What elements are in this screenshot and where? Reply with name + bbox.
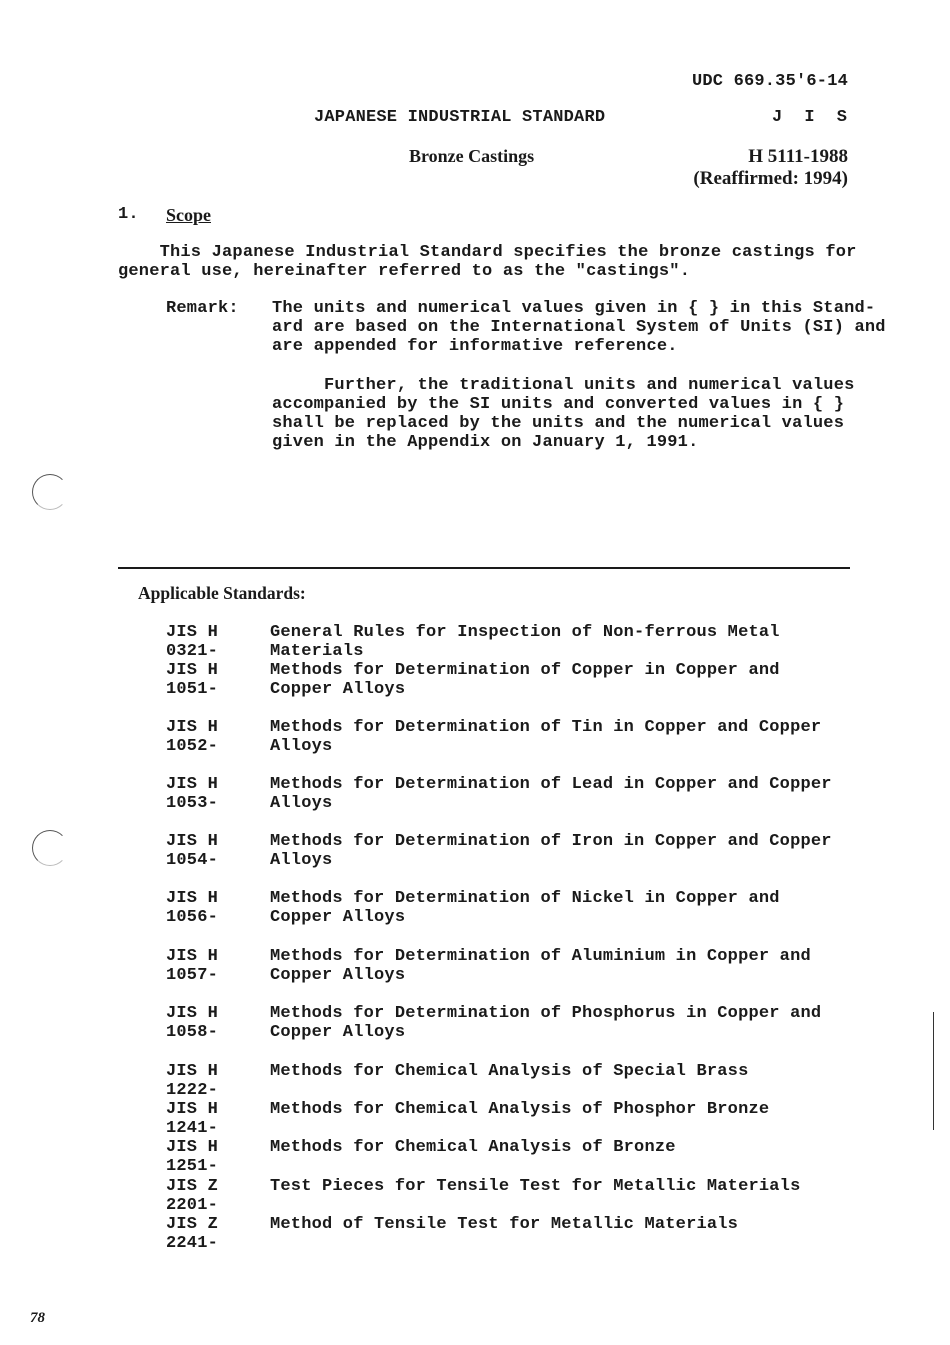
standard-title-text: Methods for Determination of Copper in Copper and Copper Alloys — [270, 661, 780, 699]
standard-code: JIS H 1251- — [166, 1138, 219, 1176]
standard-number-block — [693, 146, 848, 190]
standard-title-text: Methods for Determination of Nickel in Copper and Copper Alloys — [270, 889, 780, 927]
list-item — [166, 1138, 850, 1176]
standard-code: JIS H 1053- — [166, 775, 219, 813]
standard-title-text: Methods for Chemical Analysis of Phosphor Bronze — [270, 1100, 770, 1119]
reaffirmed-note: (Reaffirmed: 1994) — [693, 168, 848, 189]
list-item — [166, 1100, 850, 1138]
standard-number: H 5111-1988 — [748, 146, 848, 167]
list-item — [166, 1177, 850, 1215]
list-item — [166, 1062, 850, 1100]
standard-title-text: Methods for Determination of Iron in Copper and Copper Alloys — [270, 832, 832, 870]
list-item — [166, 889, 850, 927]
further-paragraph: Further, the traditional units and numerical values accompanied by the SI units and converted values in { } shall be replaced by the units and the numerical values given in the Appendix on January 1, 1991. — [272, 376, 855, 452]
punch-hole-mark — [32, 830, 68, 866]
standard-title-text: General Rules for Inspection of Non-ferrous Metal Materials — [270, 623, 780, 661]
list-item — [166, 623, 850, 661]
udc-number: UDC 669.35'6-14 — [691, 72, 848, 91]
standard-code: JIS H 1058- — [166, 1004, 219, 1042]
standard-code: JIS H 1241- — [166, 1100, 219, 1138]
section-number: 1. — [118, 205, 139, 224]
list-item — [166, 832, 850, 870]
standard-code: JIS H 1222- — [166, 1062, 219, 1100]
remark-paragraph: The units and numerical values given in { } in this Stand- ard are based on the International System of Units (SI) and are appended for informative reference. — [272, 299, 886, 356]
standard-code: JIS H 1051- — [166, 661, 219, 699]
standard-code: JIS H 1054- — [166, 832, 219, 870]
list-item — [166, 947, 850, 985]
jis-mark: J I S — [772, 108, 854, 127]
standard-code: JIS H 1057- — [166, 947, 219, 985]
section-divider — [118, 567, 850, 569]
scan-artifact-line — [933, 1012, 934, 1130]
list-item — [166, 1004, 850, 1042]
standard-title-text: Methods for Determination of Tin in Copper and Copper Alloys — [270, 718, 822, 756]
punch-hole-mark — [32, 474, 68, 510]
standard-code: JIS H 1052- — [166, 718, 219, 756]
standard-title-text: Methods for Determination of Phosphorus in Copper and Copper Alloys — [270, 1004, 822, 1042]
page-number: 78 — [30, 1310, 45, 1326]
standard-code: JIS H 0321- — [166, 623, 219, 661]
standard-code: JIS Z 2241- — [166, 1215, 219, 1253]
standard-title: JAPANESE INDUSTRIAL STANDARD — [314, 108, 606, 127]
standard-code: JIS H 1056- — [166, 889, 219, 927]
remark-label: Remark: — [166, 299, 239, 318]
standard-title-text: Methods for Chemical Analysis of Bronze — [270, 1138, 676, 1157]
document-title: Bronze Castings — [409, 146, 535, 166]
standard-code: JIS Z 2201- — [166, 1177, 219, 1215]
scope-paragraph: This Japanese Industrial Standard specifies the bronze castings for general use, hereinafter referred to as the "castings". — [118, 243, 857, 281]
standard-title-text: Methods for Determination of Lead in Copper and Copper Alloys — [270, 775, 832, 813]
standard-title-text: Test Pieces for Tensile Test for Metallic Materials — [270, 1177, 801, 1196]
list-item — [166, 718, 850, 756]
section-title: Scope — [166, 205, 211, 225]
standard-title-text: Methods for Chemical Analysis of Special Brass — [270, 1062, 749, 1081]
applicable-standards-heading: Applicable Standards: — [138, 583, 306, 603]
standard-title-text: Method of Tensile Test for Metallic Materials — [270, 1215, 739, 1234]
list-item — [166, 775, 850, 813]
standard-title-text: Methods for Determination of Aluminium in Copper and Copper Alloys — [270, 947, 811, 985]
list-item — [166, 661, 850, 699]
list-item — [166, 1215, 850, 1253]
